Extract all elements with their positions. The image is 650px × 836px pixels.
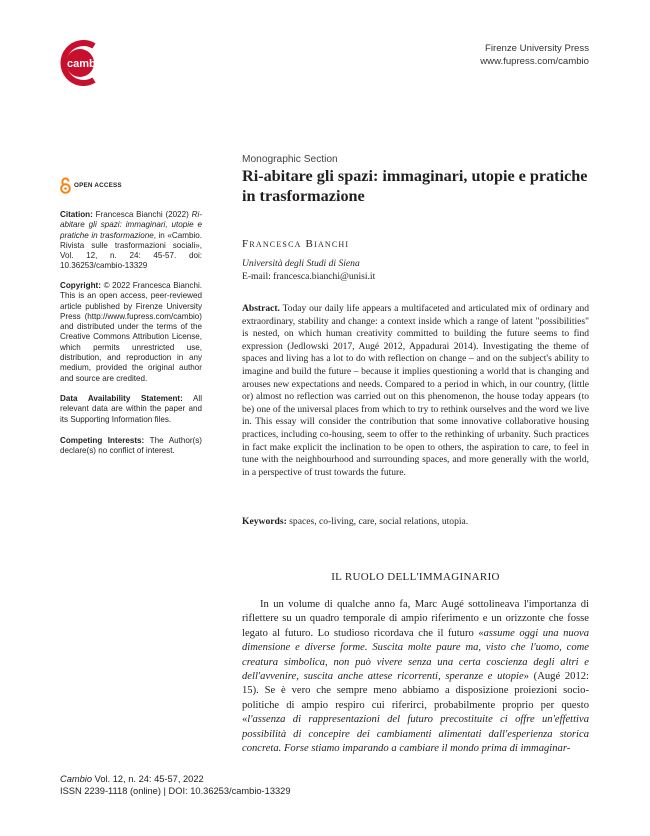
data-availability-block	[60, 394, 202, 425]
footer-issn-doi: ISSN 2239-1118 (online) | DOI: 10.36253/cambio-13329	[60, 786, 291, 797]
open-access-label: OPEN ACCESS	[74, 181, 122, 189]
publisher-name: Firenze University Press	[485, 43, 589, 54]
publisher-url[interactable]: www.fupress.com/cambio	[480, 55, 589, 67]
body-quote-1: assume oggi una nuova dimensione e diverse forme. Suscita molte paure ma, visto che l'uomo, come creatura simbolica, non può vivere senza una certa coscienza degli altri e dell'avvenire, suscita anche attese ricorrenti, speranze e utopie	[242, 627, 589, 683]
citation-title: Ri-abitare gli spazi: immaginari, utopie e pratiche in trasformazione	[60, 210, 203, 240]
open-access-badge	[60, 174, 122, 196]
keywords	[242, 516, 589, 527]
cambio-logo-mark	[60, 40, 120, 86]
author-affiliation: Università degli Studi di Siena	[242, 258, 360, 269]
publisher-info	[480, 43, 589, 68]
body-paragraph	[242, 598, 589, 756]
body-text-1: In un volume di qualche anno fa, Marc Augé sottolineava l'importanza di riflettere su un quadro temporale di ampio riferimento e un orizzonte che fosse legato al futuro. Lo studioso ricordava che il futuro «	[242, 599, 589, 639]
availability-text: All relevant data are within the paper and its Supporting Information files.	[60, 394, 202, 424]
footer	[60, 773, 291, 798]
abstract-text: Today our daily life appears a multifaceted and articulated mix of ordinary and extraordinary, stability and change: a context inside which a range of latent "possibilities" is nested, on which human creativity committed to building the future seems to find expression (Jedlowski 2017, Augé 2012, Appadurai 2014). Investigating the theme of spaces and living has a lot to do with reflection on change – and on the subject's ability to imagine and build the future – because it implies questioning a world that is changing and arouses new expectations and needs. Compared to a period in which, in our country, (little or) almost no reflection was carried out on this phenomenon, the house today appears (to be) one of the universal places from which to try to rethink ourselves and the word we live in. This essay will consider the contribution that some innovative collaborative housing practices, including co-housing, seem to offer to the rethinking of urbanity. Such practices in fact make explicit the inclination to be open to others, the aspiration to care, to feel in tune with the neighbourhood and surrounding spaces, and more generally with the world, in a perspective of trust towards the future.	[242, 303, 589, 478]
abstract-label: Abstract.	[242, 303, 280, 314]
article-title: Ri-abitare gli spazi: immaginari, utopie e pratiche in trasformazione	[242, 167, 588, 205]
citation-text-2: , in «Cambio. Rivista sulle trasformazioni sociali», Vol. 12, n. 24: 45-57. doi: 10.36253/cambio-13329	[60, 230, 202, 271]
author-email[interactable]: E-mail: francesca.bianchi@unisi.it	[242, 271, 376, 282]
section-heading: IL RUOLO DELL'IMMAGINARIO	[331, 571, 500, 583]
author-name: Francesca Bianchi	[242, 238, 350, 250]
citation-block	[60, 210, 202, 272]
body-text-2: » (Augé 2012: 15). Se è vero che sempre meno abbiamo a disposizione proiezioni socio-politiche di ampio respiro cui riferirci, probabilmente proprio per questo «	[242, 671, 590, 726]
cambio-logo	[60, 40, 120, 86]
citation-text-1: Francesca Bianchi (2022)	[95, 210, 189, 219]
open-access-icon	[60, 177, 71, 194]
competing-interests-block	[60, 436, 202, 457]
footer-volume: Vol. 12, n. 24: 45-57, 2022	[92, 774, 204, 784]
keywords-text: spaces, co-living, care, social relations, utopia.	[289, 516, 469, 527]
competing-label: Competing Interests:	[60, 436, 145, 445]
abstract	[242, 303, 589, 479]
copyright-block	[60, 281, 202, 384]
copyright-text: © 2022 Francesca Bianchi. This is an open access, peer-reviewed article published by Firenze University Press (http://www.fupress.com/cambio) and distributed under the terms of the Creative Commons Attribution License, which permits unrestricted use, distribution, and reproduction in any medium, provided the original author and source are credited.	[60, 281, 203, 383]
keywords-label: Keywords:	[242, 516, 287, 527]
section-label: Monographic Section	[242, 154, 338, 165]
citation-label: Citation:	[60, 210, 93, 219]
logo-text: cambio	[67, 58, 106, 70]
availability-label: Data Availability Statement:	[60, 394, 183, 403]
copyright-label: Copyright:	[60, 281, 101, 290]
competing-text: The Author(s) declare(s) no conflict of interest.	[60, 436, 202, 456]
body-quote-2: l'assenza di rappresentazioni del futuro precostituite ci offre un'effettiva possibilità di concepire dei cambiamenti alimentati dall'esperienza storica concreta. Forse stiamo imparando a cambiare il mondo prima di immaginar-	[242, 714, 589, 755]
footer-journal-name: Cambio	[60, 774, 93, 784]
footer-journal-line	[60, 773, 291, 785]
